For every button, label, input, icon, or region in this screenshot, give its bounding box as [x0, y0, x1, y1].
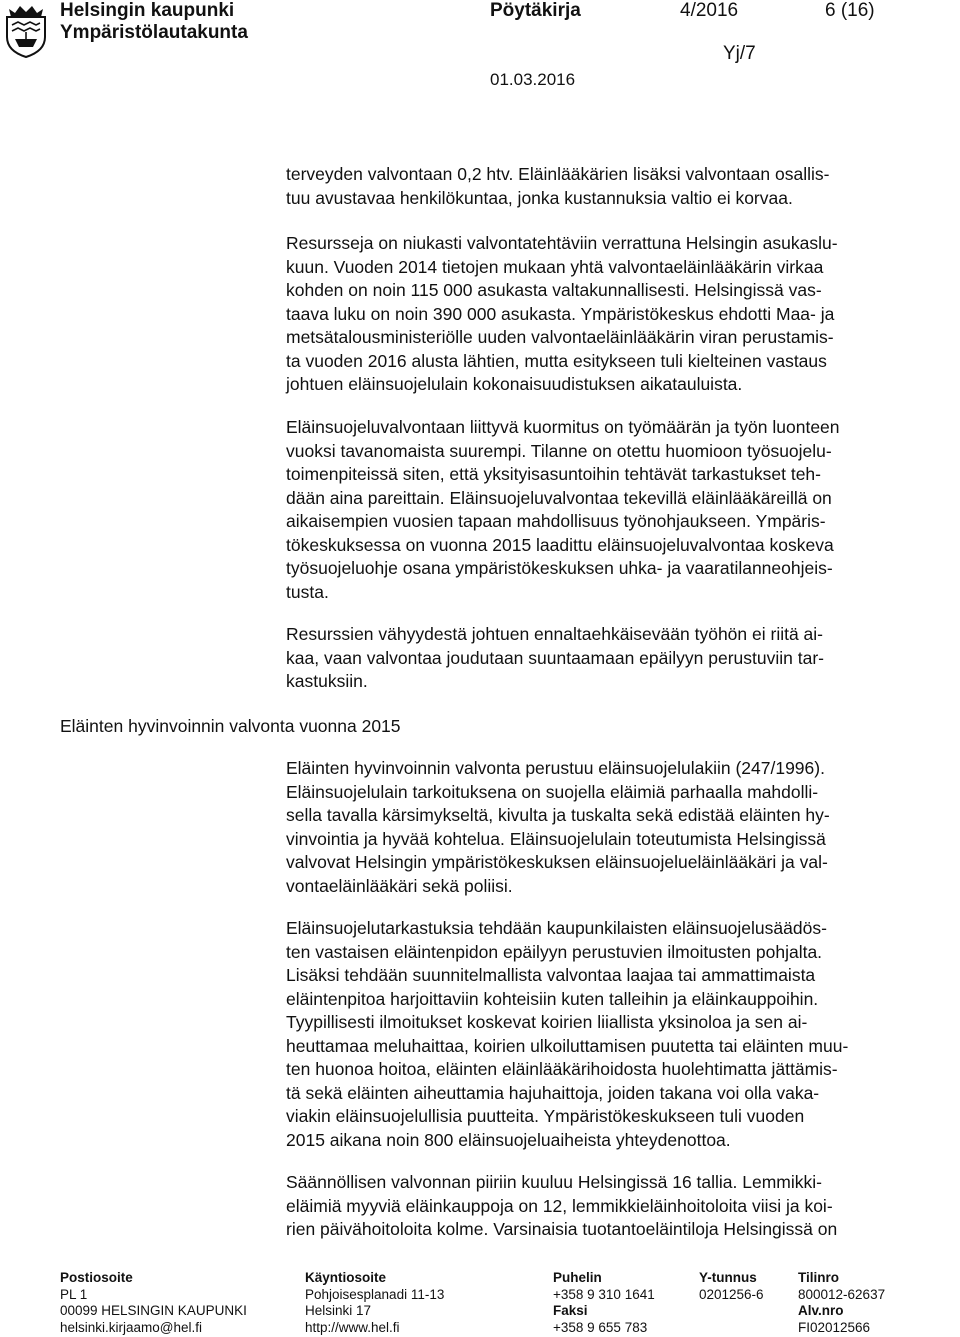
text-line: työsuojeluohje osana ympäristökeskuksen uhka- ja vaaratilanneohjeis-: [286, 558, 833, 578]
paragraph: [286, 623, 824, 694]
footer-line: +358 9 655 783: [553, 1319, 648, 1335]
text-line: Eläinsuojelulain tarkoituksena on suojella eläimiä parhaalla mahdolli-: [286, 781, 819, 802]
text-line: Eläinsuojelutarkastuksia tehdään kaupunkilaisten eläinsuojelusäädös-: [286, 918, 827, 938]
text-line: vontaeläinlääkäri sekä poliisi.: [286, 875, 513, 896]
text-line: toimenpiteissä siten, että yksityisasuntoihin tehtävät tarkastukset teh-: [286, 464, 821, 484]
footer-email-link[interactable]: helsinki.kirjaamo@hel.fi: [60, 1319, 203, 1335]
side-heading: Eläinten hyvinvoinnin valvonta vuonna 2015: [60, 716, 401, 736]
paragraph: [286, 232, 838, 397]
text-line: Resurssien vähyydestä johtuen ennaltaehkäisevään työhön ei riitä ai-: [286, 624, 823, 644]
text-line: Eläinten hyvinvoinnin valvonta perustuu eläinsuojelulakiin (247/1996).: [286, 758, 825, 778]
text-line: valvovat Helsingin ympäristökeskuksen eläinsuojelueläinlääkäri ja val-: [286, 852, 828, 872]
paragraph: [286, 917, 848, 1152]
footer-heading: Puhelin: [553, 1270, 602, 1285]
text-line: terveyden valvontaan 0,2 htv. Eläinlääkärien lisäksi valvontaan osallis-: [286, 164, 830, 184]
page-number: 6 (16): [825, 0, 875, 21]
paragraph: [286, 416, 840, 604]
text-line: taava luku on noin 390 000 asukasta. Ympäristökeskus ehdotti Maa- ja: [286, 303, 835, 324]
footer-line: 00099 HELSINGIN KAUPUNKI: [60, 1303, 247, 1319]
footer-postal-address: [60, 1270, 247, 1336]
text-line: vinvointia ja hyvää kohtelua. Eläinsuojelulain toteutumista Helsingissä: [286, 828, 826, 849]
text-line: tökeskuksessa on vuonna 2015 laadittu eläinsuojeluvalvontaa koskeva: [286, 534, 834, 555]
text-line: metsätalousministeriölle uuden valvontaeläinlääkärin viran perustamis-: [286, 327, 834, 347]
footer-heading: Tilinro: [798, 1270, 840, 1285]
footer-heading: Y-tunnus: [699, 1270, 757, 1285]
text-line: Säännöllisen valvonnan piiriin kuuluu Helsingissä 16 tallia. Lemmikki-: [286, 1172, 822, 1192]
text-line: kastuksiin.: [286, 671, 368, 691]
organization-name: Helsingin kaupunki: [60, 0, 235, 21]
footer-visiting-address: [305, 1270, 444, 1336]
text-line: kuun. Vuoden 2014 tietojen mukaan yhtä valvontaeläinlääkärin virkaa: [286, 256, 824, 277]
committee-name: Ympäristölautakunta: [60, 22, 248, 43]
text-line: Eläinsuojeluvalvontaan liittyvä kuormitus on työmäärän ja työn luonteen: [286, 417, 840, 437]
text-line: eläimiä myyviä eläinkauppoja on 12, lemmikkieläinhoitoloita viisi ja koi-: [286, 1195, 833, 1216]
footer-line: Pohjoisesplanadi 11-13: [305, 1286, 445, 1302]
text-line: ten vastaisen eläintenpidon epäilyyn perustuvien ilmoitusten pohjalta.: [286, 941, 823, 962]
text-line: rien päivähoitoloita kolme. Varsinaisia tuotantoeläintiloja Helsingissä on: [286, 1219, 838, 1239]
text-line: dään aina pareittain. Eläinsuojeluvalvontaa tekevillä eläinlääkäreillä on: [286, 487, 832, 508]
helsinki-crest-logo: [3, 3, 49, 59]
text-line: heuttamaa meluhaittaa, koirien ulkoiluttamisen puutetta tai eläinten muu-: [286, 1035, 849, 1056]
text-line: aikaisempien vuosien tapaan mahdollisuus työnohjaukseen. Ympäris-: [286, 511, 826, 531]
footer-heading: Alv.nro: [798, 1303, 844, 1319]
text-line: sella tavalla kärsimykseltä, kivulta ja tuskalta sekä edistää eläinten hy-: [286, 805, 830, 825]
text-line: 2015 aikana noin 800 eläinsuojeluaiheista yhteydenottoa.: [286, 1129, 731, 1150]
footer-line: 800012-62637: [798, 1286, 886, 1302]
text-line: kaa, vaan valvontaa joudutaan suuntaamaan epäilyyn perustuviin tar-: [286, 647, 824, 668]
text-line: ten huonoa hoitoa, eläinten eläinlääkärihoidosta huolehtimatta jättämis-: [286, 1059, 838, 1079]
footer-phone: [553, 1270, 655, 1336]
document-number: 4/2016: [680, 0, 739, 21]
text-line: Tyypillisesti ilmoitukset koskevat koirien liiallista yksinoloa ja sen ai-: [286, 1012, 808, 1032]
text-line: viakin eläinsuojelullisia puutteita. Ympäristökeskukseen tuli vuoden: [286, 1106, 805, 1126]
section-code: Yj/7: [723, 43, 756, 64]
footer-line: Helsinki 17: [305, 1303, 372, 1319]
footer-heading: Faksi: [553, 1303, 588, 1319]
paragraph: [286, 1171, 837, 1242]
paragraph: [286, 757, 830, 898]
footer-website-link[interactable]: http://www.hel.fi: [305, 1319, 400, 1335]
footer-line: +358 9 310 1641: [553, 1286, 655, 1302]
text-line: vuoksi tavanomaista suurempi. Tilanne on otettu huomioon työsuojelu-: [286, 440, 832, 461]
footer-line: 0201256-6: [699, 1286, 764, 1302]
paragraph: [286, 163, 829, 210]
text-line: tuu avustavaa henkilökuntaa, jonka kustannuksia valtio ei korvaa.: [286, 187, 793, 208]
text-line: johtuen eläinsuojelulain kokonaisuudistuksen aikatauluista.: [286, 374, 743, 394]
footer-heading: Käyntiosoite: [305, 1270, 387, 1285]
text-line: tä sekä eläinten aiheuttamia hajuhaittoja, joiden takana voi olla vaka-: [286, 1082, 820, 1103]
footer-line: PL 1: [60, 1286, 88, 1302]
text-line: ta vuoden 2016 alusta lähtien, mutta esitykseen tuli kielteinen vastaus: [286, 350, 827, 371]
meeting-date: 01.03.2016: [490, 70, 576, 89]
document-type: Pöytäkirja: [490, 0, 581, 21]
text-line: tusta.: [286, 581, 329, 602]
text-line: Lisäksi tehdään suunnitelmallista valvontaa laajaa tai ammattimaista: [286, 965, 816, 985]
text-line: kohden on noin 115 000 asukasta valtakunnallisesti. Helsingissä vas-: [286, 280, 822, 300]
footer-business-id: [699, 1270, 764, 1303]
text-line: Resursseja on niukasti valvontatehtäviin verrattuna Helsingin asukaslu-: [286, 233, 838, 253]
text-line: eläintenpitoa harjoittaviin kohteisiin kuten talleihin ja eläinkauppoihin.: [286, 988, 819, 1009]
footer-account: [798, 1270, 885, 1336]
footer-line: FI02012566: [798, 1319, 871, 1335]
footer-heading: Postiosoite: [60, 1270, 133, 1285]
